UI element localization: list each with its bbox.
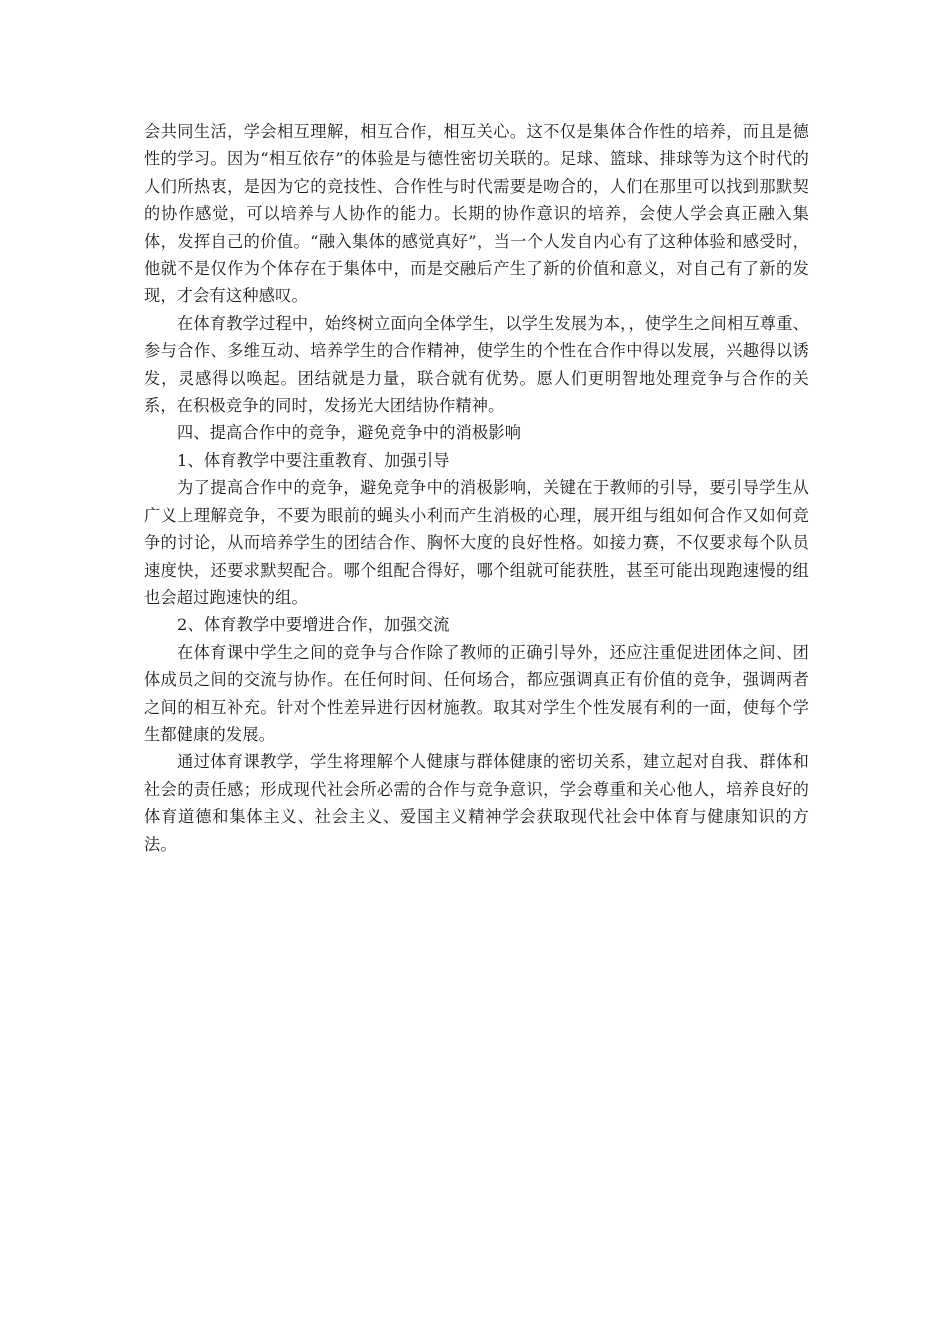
paragraph-collaboration-virtue: 会共同生活，学会相互理解，相互合作，相互关心。这不仅是集体合作性的培养，而且是德性的学习。因为“相互依存”的体验是与德性密切关联的。足球、篮球、排球等为这个时代的人们所热衷，是因为它的竞技性、合作性与时代需要是吻合的，人们在那里可以找到那默契的协作感觉，可以培养与人协作的能力。长期的协作意识的培养，会使人学会真正融入集体，发挥自己的价值。“融入集体的感觉真好”，当一个人发自内心有了这种体验和感受时，他就不是仅作为个体存在于集体中，而是交融后产生了新的价值和意义，对自己有了新的发现，才会有这种感叹。 (144, 122, 809, 306)
paragraph-teaching-process: 在体育教学过程中，始终树立面向全体学生，以学生发展为本，，使学生之间相互尊重、参与合作、多维互动、培养学生的合作精神，使学生的个性在合作中得以发展，兴趣得以诱发，灵感得以唤起。团结就是力量，联合就有优势。愿人们更明智地处理竞争与合作的关系，在积极竞争的同时，发扬光大团结协作精神。 (144, 313, 809, 416)
section-heading-4: 四、提高合作中的竞争，避免竞争中的消极影响 (177, 423, 522, 443)
subsection-heading-1: 1、体育教学中要注重教育、加强引导 (177, 450, 450, 470)
paragraph-communication: 在体育课中学生之间的竞争与合作除了教师的正确引导外，还应注重促进团体之间、团体成员之间的交流与协作。在任何时间、任何场合，都应强调真正有价值的竞争，强调两者之间的相互补充。针对个性差异进行因材施教。取其对学生个性发展有利的一面，使每个学生都健康的发展。 (144, 642, 809, 744)
document-body (144, 118, 809, 858)
paragraph-closing: 通过体育课教学，学生将理解个人健康与群体健康的密切关系，建立起对自我、群体和社会的责任感；形成现代社会所必需的合作与竞争意识，学会尊重和关心他人，培养良好的体育道德和集体主义、社会主义、爱国主义精神学会获取现代社会中体育与健康知识的方法。 (144, 752, 809, 854)
subsection-heading-2: 2、体育教学中要增进合作，加强交流 (177, 615, 450, 635)
paragraph-guidance: 为了提高合作中的竞争，避免竞争中的消极影响，关键在于教师的引导，要引导学生从广义上理解竞争，不要为眼前的蝇头小利而产生消极的心理，展开组与组如何合作又如何竞争的讨论，从而培养学生的团结合作、胸怀大度的良好性格。如接力赛，不仅要求每个队员速度快，还要求默契配合。哪个组配合得好，哪个组就可能获胜，甚至可能出现跑速慢的组也会超过跑速快的组。 (144, 478, 809, 607)
